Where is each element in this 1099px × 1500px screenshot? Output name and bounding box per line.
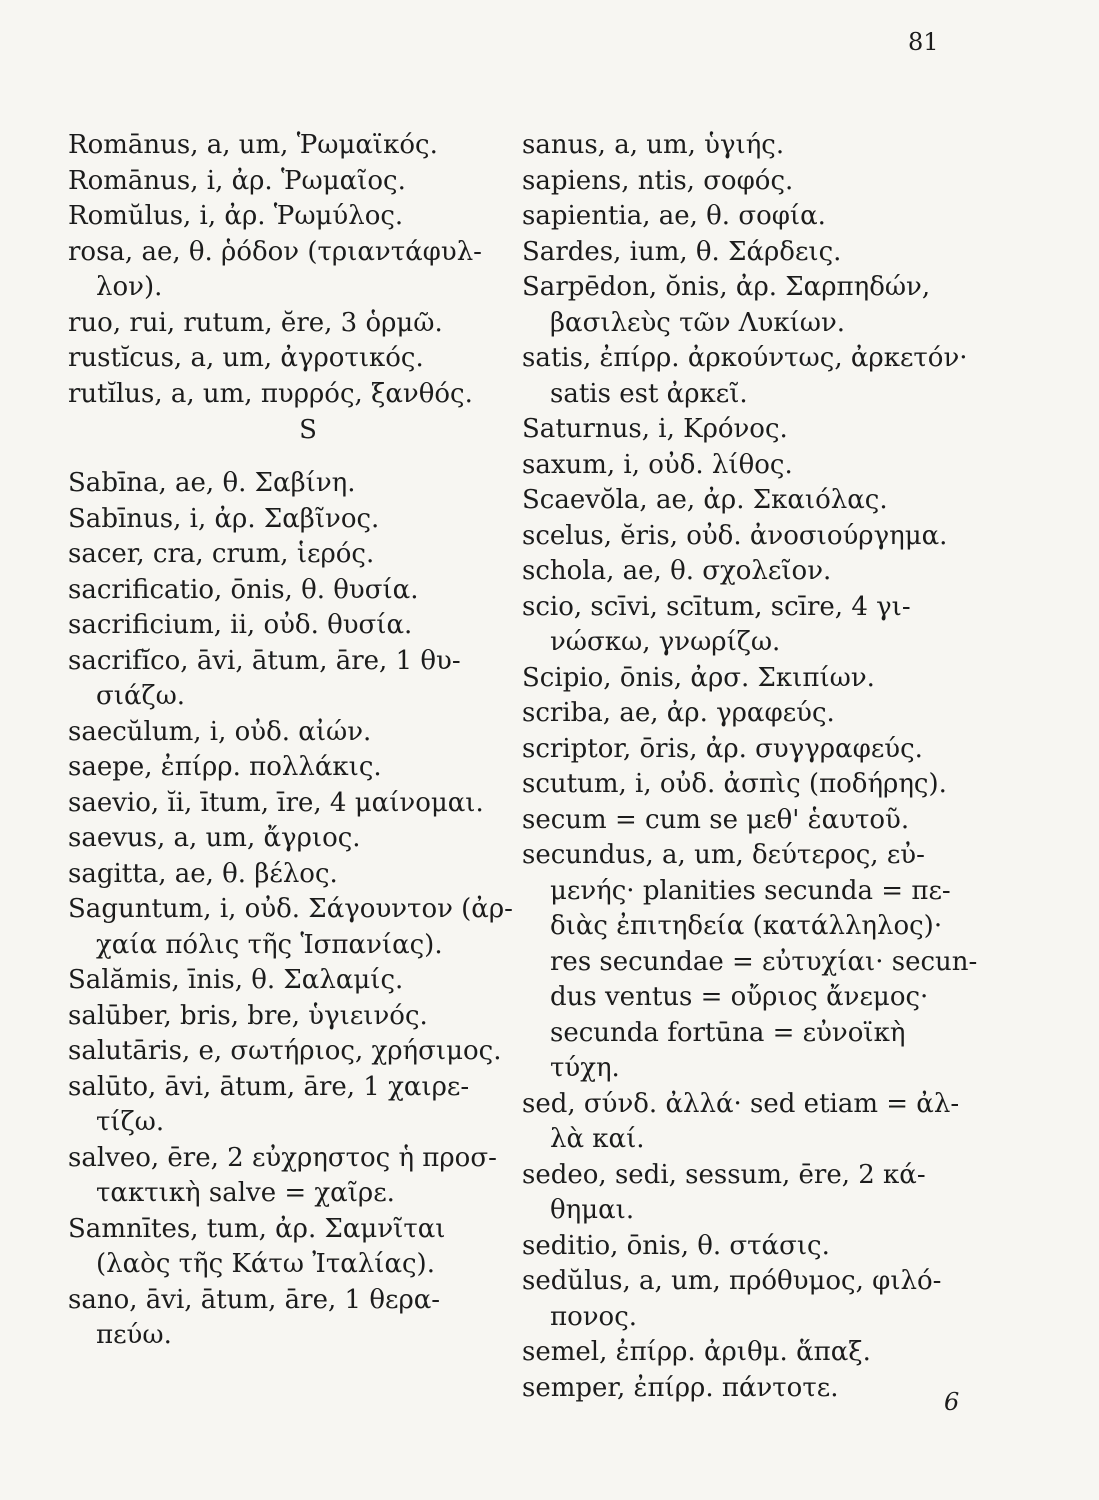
entry-continuation: βασιλεὺς τῶν Λυκίων. [550,307,846,338]
entry-continuation: τύχη. [550,1053,620,1083]
entry-line: sacrificium, ii, οὐδ. θυσία. [68,610,413,640]
left-column [68,128,528,1354]
entry-continuation: πονος. [550,1301,638,1332]
entry-line: scelus, ĕris, οὐδ. ἀνοσιούργημα. [522,520,948,551]
entry-line: Sarpēdon, ŏnis, ἀρ. Σαρπηδών, [522,272,931,302]
entry-line: secum = cum se μεθ' ἑαυτοῦ. [522,804,910,835]
entry-line: scutum, i, οὐδ. ἀσπὶς (ποδήρης). [522,769,947,799]
entry-line: sano, āvi, ātum, āre, 1 θερα- [68,1284,441,1315]
entry-line: rutĭlus, a, um, πυρρός, ξανθός. [68,378,473,409]
entry-line: saevus, a, um, ἄγριος. [68,823,361,853]
entry-line: Romānus, a, um, Ῥωμαϊκός. [68,130,438,160]
entry-line: scio, scīvi, scītum, scīre, 4 γι- [522,591,911,622]
entry-continuation: μενής· planities secunda = πε- [550,875,951,906]
entry-line: semper, ἐπίρρ. πάντοτε. [522,1372,839,1403]
entry-continuation: secunda fortūna = εὐνοϊκὴ [550,1017,906,1048]
entry-continuation: res secundae = εὐτυχίαι· secun- [550,946,978,977]
entry-continuation: σιάζω. [96,681,186,711]
entry-line: scriptor, ōris, ἀρ. συγγραφεύς. [522,733,923,764]
entry-line: sedŭlus, a, um, πρόθυμος, φιλό- [522,1266,942,1296]
entry-line: seditio, ōnis, θ. στάσις. [522,1230,830,1261]
signature-mark: 6 [944,1388,960,1416]
entry-continuation: τακτικὴ salve = χαῖρε. [96,1178,395,1208]
entry-line: sapientia, ae, θ. σοφία. [522,201,826,231]
entry-continuation: πεύω. [96,1320,172,1350]
entry-line: sacrificatio, ōnis, θ. θυσία. [68,574,419,605]
entry-continuation: θημαι. [550,1195,635,1225]
entry-line: Sardes, ium, θ. Σάρδεις. [522,236,842,267]
entry-line: saepe, ἐπίρρ. πολλάκις. [68,752,382,782]
right-column [522,128,992,1406]
entry-line: sacrifĭco, āvi, ātum, āre, 1 θυ- [68,645,461,676]
entry-line: satis, ἐπίρρ. ἀρκούντως, ἀρκετόν· [522,343,968,373]
page-number: 81 [908,28,939,56]
entry-line: secundus, a, um, δεύτερος, εὐ- [522,840,925,870]
entry-line: saevio, ĭi, ītum, īre, 4 μαίνομαι. [68,787,484,818]
entry-line: sed, σύνδ. ἀλλά· sed etiam = ἀλ- [522,1088,960,1119]
entry-continuation: λον). [96,272,163,302]
entry-line: scriba, ae, ἀρ. γραφεύς. [522,698,835,728]
entry-line: Saturnus, i, Κρόνος. [522,414,788,444]
entry-continuation: διὰς ἐπιτηδεία (κατάλληλος)· [550,911,943,941]
entry-line: schola, ae, θ. σχολεῖον. [522,556,832,586]
entry-line: Scipio, ōnis, ἀρσ. Σκιπίων. [522,662,875,693]
entry-continuation: χαία πόλις τῆς Ἱσπανίας). [96,929,443,960]
entry-line: Sabīna, ae, θ. Σαβίνη. [68,468,356,498]
entry-continuation: dus ventus = οὔριος ἄνεμος· [550,982,929,1012]
entry-line: Salămis, īnis, θ. Σαλαμίς. [68,965,404,995]
entry-line: Sabīnus, i, ἀρ. Σαβῖνος. [68,503,380,534]
entry-line: salūber, bris, bre, ὑγιεινός. [68,1000,428,1031]
section-letter-heading: S [299,415,317,445]
entry-line: sapiens, ntis, σοφός. [522,165,794,196]
entry-line: rustĭcus, a, um, ἀγροτικός. [68,343,424,373]
entry-line: Romānus, i, ἀρ. Ῥωμαῖος. [68,165,406,196]
entry-continuation: τίζω. [96,1107,165,1137]
entry-line: salūto, āvi, ātum, āre, 1 χαιρε- [68,1071,470,1102]
entry-line: sagitta, ae, θ. βέλος. [68,858,338,889]
entry-line: saecŭlum, i, οὐδ. αἰών. [68,716,372,747]
entry-line: Saguntum, i, οὐδ. Σάγουντον (ἀρ- [68,894,513,924]
entry-line: sedeo, sedi, sessum, ēre, 2 κά- [522,1159,926,1190]
entry-line: salutāris, e, σωτήριος, χρήσιμος. [68,1036,502,1066]
entry-line: ruo, rui, rutum, ĕre, 3 ὁρμῶ. [68,307,443,338]
entry-line: salveo, ēre, 2 εὐχρηστος ἡ προσ- [68,1142,497,1173]
entry-line: saxum, i, οὐδ. λίθος. [522,449,793,480]
entry-continuation: λὰ καί. [550,1124,645,1154]
entry-line: Samnītes, tum, ἀρ. Σαμνῖται [68,1213,446,1244]
entry-line: rosa, ae, θ. ῥόδον (τριαντάφυλ- [68,236,482,267]
entry-continuation: satis est ἀρκεῖ. [550,378,748,409]
entry-line: sacer, cra, crum, ἱερός. [68,539,375,569]
entry-line: Romŭlus, i, ἀρ. Ῥωμύλος. [68,201,404,231]
entry-line: sanus, a, um, ὑγιής. [522,130,785,160]
entry-line: semel, ἐπίρρ. ἀριθμ. ἅπαξ. [522,1337,871,1367]
entry-continuation: νώσκω, γνωρίζω. [550,627,781,657]
entry-line: Scaevŏla, ae, ἀρ. Σκαιόλας. [522,485,888,515]
entry-continuation: (λαὸς τῆς Κάτω Ἰταλίας). [96,1249,435,1279]
